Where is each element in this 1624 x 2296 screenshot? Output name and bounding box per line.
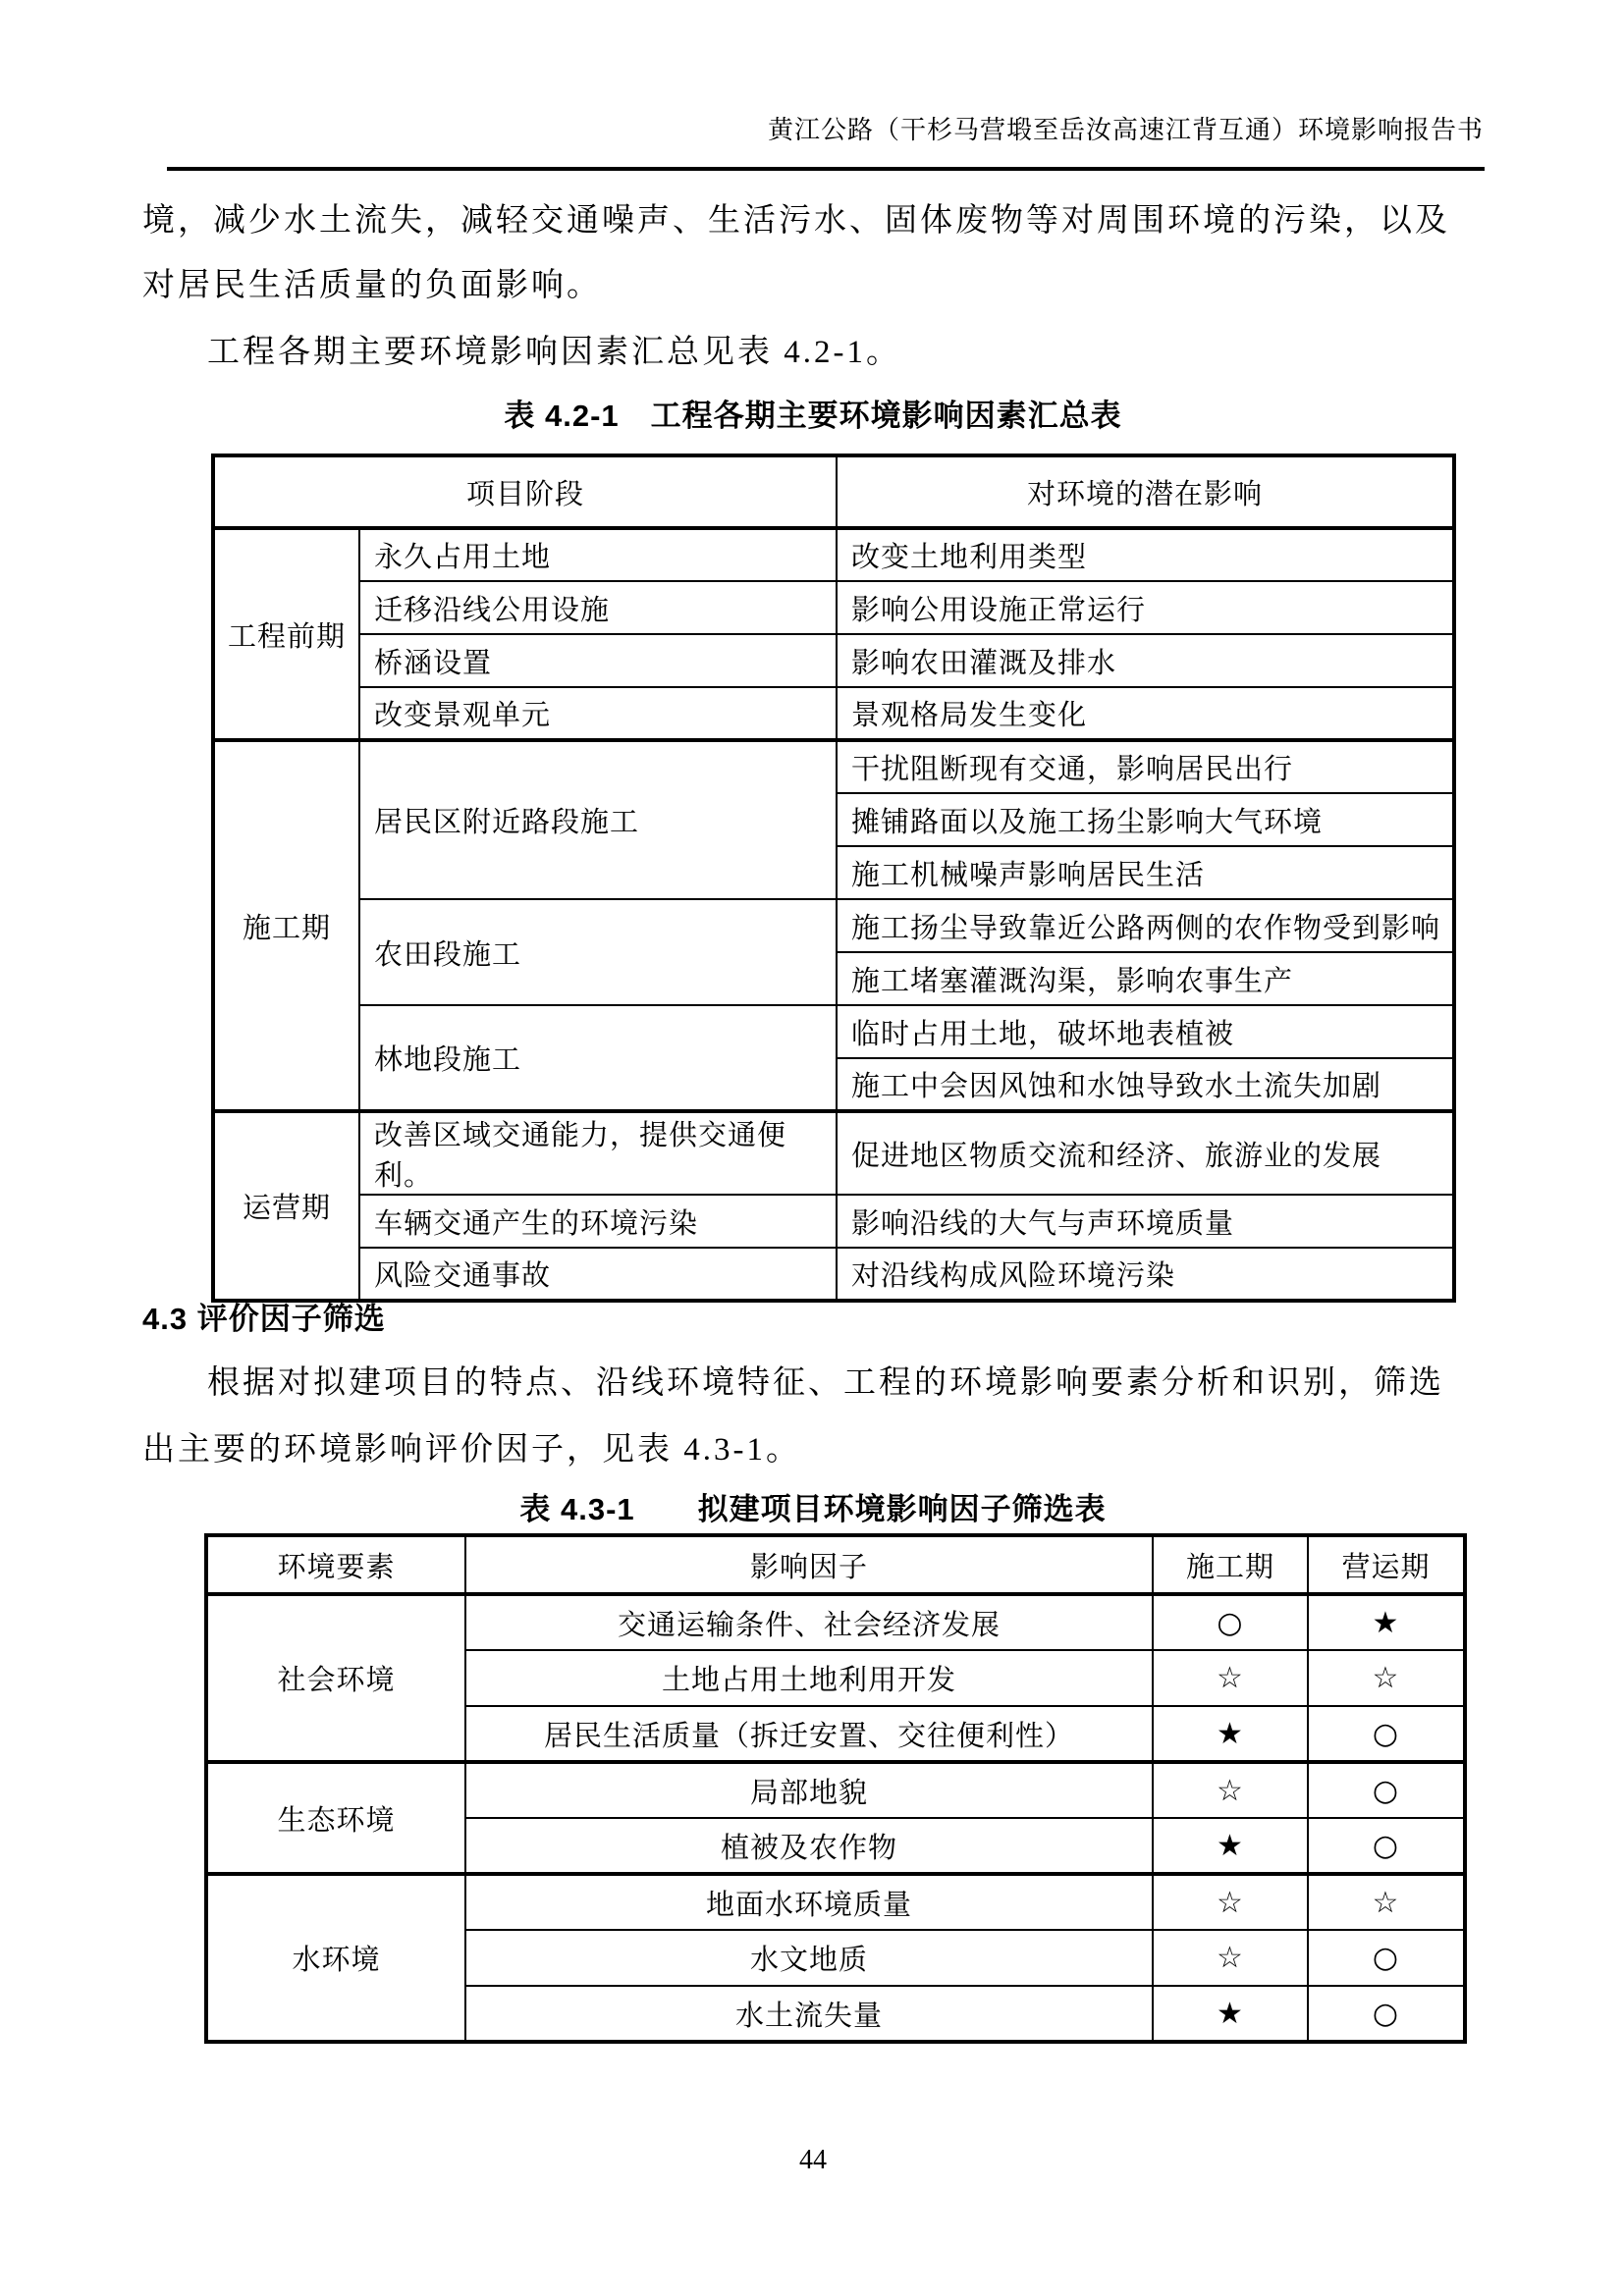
element-cell-water: 水环境 xyxy=(206,1874,465,2042)
stage-cell-operation: 运营期 xyxy=(213,1111,359,1301)
symbol-cell: ★ xyxy=(1308,1594,1465,1650)
column-header-impact-factor: 影响因子 xyxy=(465,1535,1153,1594)
activity-cell: 林地段施工 xyxy=(359,1005,837,1111)
activity-cell: 车辆交通产生的环境污染 xyxy=(359,1195,837,1248)
symbol-cell: ○ xyxy=(1308,1818,1465,1874)
symbol-cell: ○ xyxy=(1308,1930,1465,1986)
activity-cell: 改善区域交通能力，提供交通便利。 xyxy=(359,1111,837,1195)
symbol-cell: ○ xyxy=(1308,1762,1465,1818)
column-header-potential-impact: 对环境的潜在影响 xyxy=(837,455,1454,528)
factor-cell: 土地占用土地利用开发 xyxy=(465,1650,1153,1706)
symbol-cell: ○ xyxy=(1308,1706,1465,1762)
body-text-line: 工程各期主要环境影响因素汇总见表 4.2-1。 xyxy=(207,335,901,370)
table-impact-factors-summary xyxy=(211,454,1456,1303)
impact-cell: 干扰阻断现有交通，影响居民出行 xyxy=(837,740,1454,793)
impact-cell: 影响公用设施正常运行 xyxy=(837,581,1454,634)
symbol-cell: ○ xyxy=(1308,1986,1465,2042)
factor-cell: 水土流失量 xyxy=(465,1986,1153,2042)
symbol-cell: ○ xyxy=(1153,1594,1308,1650)
symbol-cell: ☆ xyxy=(1153,1650,1308,1706)
factor-cell: 地面水环境质量 xyxy=(465,1874,1153,1930)
column-header-project-stage: 项目阶段 xyxy=(213,455,837,528)
impact-cell: 施工中会因风蚀和水蚀导致水土流失加剧 xyxy=(837,1058,1454,1111)
impact-cell: 摊铺路面以及施工扬尘影响大气环境 xyxy=(837,793,1454,846)
factor-cell: 局部地貌 xyxy=(465,1762,1153,1818)
body-text-line: 境，减少水土流失，减轻交通噪声、生活污水、固体废物等对周围环境的污染，以及 xyxy=(142,203,1450,239)
stage-cell-pre-construction: 工程前期 xyxy=(213,528,359,740)
activity-cell: 风险交通事故 xyxy=(359,1248,837,1301)
factor-cell: 植被及农作物 xyxy=(465,1818,1153,1874)
impact-cell: 临时占用土地，破坏地表植被 xyxy=(837,1005,1454,1058)
activity-cell: 永久占用土地 xyxy=(359,528,837,581)
impact-cell: 改变土地利用类型 xyxy=(837,528,1454,581)
running-header-title: 黄江公路（干杉马营塅至岳汝高速江背互通）环境影响报告书 xyxy=(767,116,1484,144)
factor-cell: 居民生活质量（拆迁安置、交往便利性） xyxy=(465,1706,1153,1762)
impact-cell: 影响农田灌溉及排水 xyxy=(837,634,1454,687)
header-rule xyxy=(167,167,1485,171)
symbol-cell: ☆ xyxy=(1153,1762,1308,1818)
symbol-cell: ★ xyxy=(1153,1818,1308,1874)
impact-cell: 对沿线构成风险环境污染 xyxy=(837,1248,1454,1301)
section-heading-4-3: 4.3 评价因子筛选 xyxy=(142,1302,386,1336)
symbol-cell: ★ xyxy=(1153,1706,1308,1762)
stage-cell-construction: 施工期 xyxy=(213,740,359,1111)
symbol-cell: ★ xyxy=(1153,1986,1308,2042)
factor-cell: 水文地质 xyxy=(465,1930,1153,1986)
symbol-cell: ☆ xyxy=(1308,1650,1465,1706)
activity-cell: 居民区附近路段施工 xyxy=(359,740,837,899)
body-text-line: 出主要的环境影响评价因子，见表 4.3-1。 xyxy=(142,1432,801,1468)
column-header-construction-period: 施工期 xyxy=(1153,1535,1308,1594)
element-cell-ecology: 生态环境 xyxy=(206,1762,465,1874)
column-header-environment-element: 环境要素 xyxy=(206,1535,465,1594)
activity-cell: 桥涵设置 xyxy=(359,634,837,687)
table2-caption: 表 4.3-1 拟建项目环境影响因子筛选表 xyxy=(519,1492,1107,1526)
element-cell-social: 社会环境 xyxy=(206,1594,465,1762)
impact-cell: 景观格局发生变化 xyxy=(837,687,1454,740)
table1-caption: 表 4.2-1 工程各期主要环境影响因素汇总表 xyxy=(504,399,1122,433)
impact-cell: 施工堵塞灌溉沟渠，影响农事生产 xyxy=(837,952,1454,1005)
activity-cell: 迁移沿线公用设施 xyxy=(359,581,837,634)
impact-cell: 施工机械噪声影响居民生活 xyxy=(837,846,1454,899)
impact-cell: 促进地区物质交流和经济、旅游业的发展 xyxy=(837,1111,1454,1195)
table-evaluation-factor-screening xyxy=(204,1533,1467,2044)
body-text-line: 根据对拟建项目的特点、沿线环境特征、工程的环境影响要素分析和识别，筛选 xyxy=(207,1365,1444,1401)
page-number: 44 xyxy=(799,2145,827,2175)
impact-cell: 施工扬尘导致靠近公路两侧的农作物受到影响 xyxy=(837,899,1454,952)
symbol-cell: ☆ xyxy=(1153,1930,1308,1986)
body-text-line: 对居民生活质量的负面影响。 xyxy=(142,268,602,303)
activity-cell: 农田段施工 xyxy=(359,899,837,1005)
symbol-cell: ☆ xyxy=(1308,1874,1465,1930)
symbol-cell: ☆ xyxy=(1153,1874,1308,1930)
activity-cell: 改变景观单元 xyxy=(359,687,837,740)
column-header-operation-period: 营运期 xyxy=(1308,1535,1465,1594)
factor-cell: 交通运输条件、社会经济发展 xyxy=(465,1594,1153,1650)
impact-cell: 影响沿线的大气与声环境质量 xyxy=(837,1195,1454,1248)
